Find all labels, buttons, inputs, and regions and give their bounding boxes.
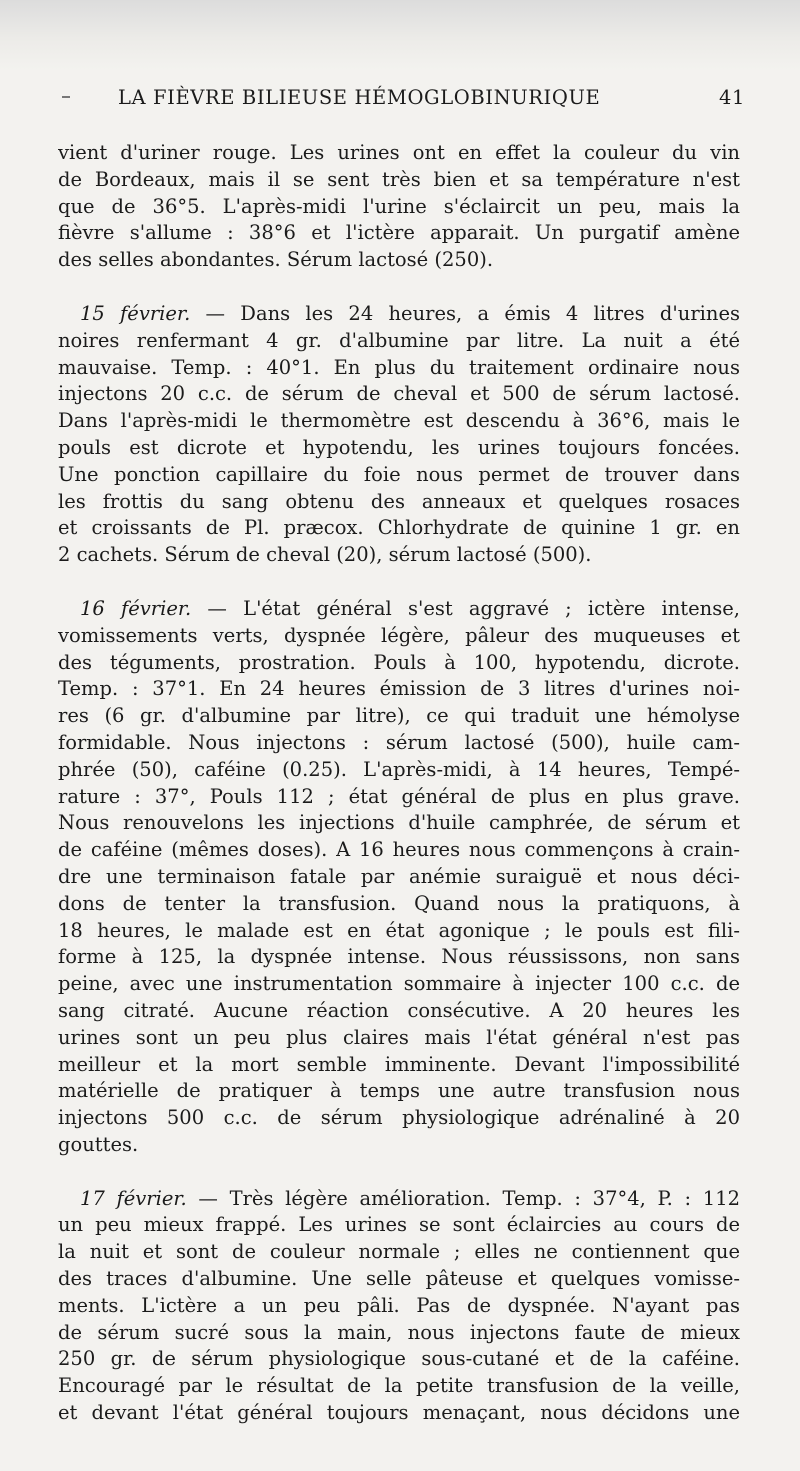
text-line-rest: — Très légère amélioration. Temp. : 37°4, P. : 112: [186, 1186, 740, 1210]
text-line: forme à 125, la dyspnée intense. Nous réussissons, non sans: [58, 945, 740, 969]
text-line: mauvaise. Temp. : 40°1. En plus du traitement ordinaire nous: [58, 355, 740, 379]
text-line: la nuit et sont de couleur normale ; elles ne contiennent que: [58, 1240, 740, 1264]
text-line: des selles abondantes. Sérum lactosé (250).: [58, 248, 494, 272]
text-line: de caféine (mêmes doses). A 16 heures nous commençons à crain-: [58, 838, 740, 862]
paragraph-16-fevrier: [58, 596, 740, 1159]
text-line: vient d'uriner rouge. Les urines ont en effet la couleur du vin: [58, 141, 740, 164]
text-line: phrée (50), caféine (0.25). L'après-midi, à 14 heures, Tempé-: [58, 757, 740, 781]
text-line: des téguments, prostration. Pouls à 100, hypotendu, dicrote.: [58, 650, 740, 674]
text-line: gouttes.: [58, 1132, 139, 1156]
text-line: Dans l'après-midi le thermomètre est descendu à 36°6, mais le: [58, 409, 740, 433]
text-line: les frottis du sang obtenu des anneaux et quelques rosaces: [58, 489, 740, 513]
text-line: que de 36°5. L'après-midi l'urine s'éclaircit un peu, mais la: [58, 194, 740, 218]
margin-mark: [62, 96, 70, 98]
text-line: et croissants de Pl. præcox. Chlorhydrate de quinine 1 gr. en: [58, 516, 740, 540]
text-line-dated: [58, 301, 740, 328]
entry-date: 16 février.: [80, 596, 192, 620]
text-line: sang citraté. Aucune réaction consécutive. A 20 heures les: [58, 998, 740, 1022]
text-line: des traces d'albumine. Une selle pâteuse et quelques vomisse-: [58, 1267, 740, 1291]
text-line: 18 heures, le malade est en état agonique ; le pouls est fili-: [58, 918, 740, 942]
text-line: Temp. : 37°1. En 24 heures émission de 3 litres d'urines noi-: [58, 677, 740, 701]
entry-date: 15 février.: [80, 301, 191, 325]
text-line: injectons 20 c.c. de sérum de cheval et 500 de sérum lactosé.: [58, 382, 740, 406]
text-line: 2 cachets. Sérum de cheval (20), sérum lactosé (500).: [58, 543, 592, 567]
text-line: 250 gr. de sérum physiologique sous-cutané et de la caféine.: [58, 1347, 740, 1371]
text-line-rest: — Dans les 24 heures, a émis 4 litres d'urines: [190, 301, 740, 325]
text-line: formidable. Nous injectons : sérum lactosé (500), huile cam-: [58, 730, 740, 754]
text-line: de Bordeaux, mais il se sent très bien et sa température n'est: [58, 167, 740, 191]
page-number: 41: [718, 86, 745, 109]
body-text: [58, 140, 740, 1427]
text-line: res (6 gr. d'albumine par litre), ce qui traduit une hémolyse: [58, 704, 740, 728]
text-line: injectons 500 c.c. de sérum physiologique adrénaliné à 20: [58, 1106, 740, 1130]
text-line: dons de tenter la transfusion. Quand nous la pratiquons, à: [58, 891, 740, 915]
text-line: et devant l'état général toujours menaçant, nous décidons une: [58, 1401, 740, 1425]
text-line-dated: [58, 596, 740, 623]
running-head-title: LA FIÈVRE BILIEUSE HÉMOGLOBINURIQUE: [118, 86, 601, 109]
text-line: urines sont un peu plus claires mais l'état général n'est pas: [58, 1025, 740, 1049]
text-line-dated: [58, 1186, 740, 1213]
paragraph-15-fevrier: [58, 301, 740, 569]
text-line: ments. L'ictère a un peu pâli. Pas de dyspnée. N'ayant pas: [58, 1293, 740, 1317]
text-line: Nous renouvelons les injections d'huile camphrée, de sérum et: [58, 811, 740, 835]
entry-date: 17 février.: [80, 1186, 187, 1210]
text-line: fièvre s'allume : 38°6 et l'ictère apparait. Un purgatif amène: [58, 221, 740, 245]
text-line: un peu mieux frappé. Les urines se sont éclaircies au cours de: [58, 1213, 740, 1237]
text-line: rature : 37°, Pouls 112 ; état général de plus en plus grave.: [58, 784, 740, 808]
text-line: Encouragé par le résultat de la petite transfusion de la veille,: [58, 1374, 740, 1398]
text-line: dre une terminaison fatale par anémie suraiguë et nous déci-: [58, 864, 740, 888]
text-line: noires renfermant 4 gr. d'albumine par litre. La nuit a été: [58, 328, 740, 352]
text-line: matérielle de pratiquer à temps une autre transfusion nous: [58, 1079, 740, 1103]
running-head: [118, 86, 745, 116]
text-line: pouls est dicrote et hypotendu, les urines toujours foncées.: [58, 435, 740, 459]
text-line-rest: — L'état général s'est aggravé ; ictère intense,: [191, 596, 740, 620]
text-line: Une ponction capillaire du foie nous permet de trouver dans: [58, 462, 740, 486]
paragraph-17-fevrier: [58, 1186, 740, 1427]
text-line: de sérum sucré sous la main, nous injectons faute de mieux: [58, 1320, 740, 1344]
text-line: vomissements verts, dyspnée légère, pâleur des muqueuses et: [58, 623, 740, 647]
paragraph-continuation: [58, 140, 740, 274]
text-line: meilleur et la mort semble imminente. Devant l'impossibilité: [58, 1052, 740, 1076]
text-line: peine, avec une instrumentation sommaire à injecter 100 c.c. de: [58, 972, 740, 996]
page-scan-edge: [0, 0, 800, 70]
